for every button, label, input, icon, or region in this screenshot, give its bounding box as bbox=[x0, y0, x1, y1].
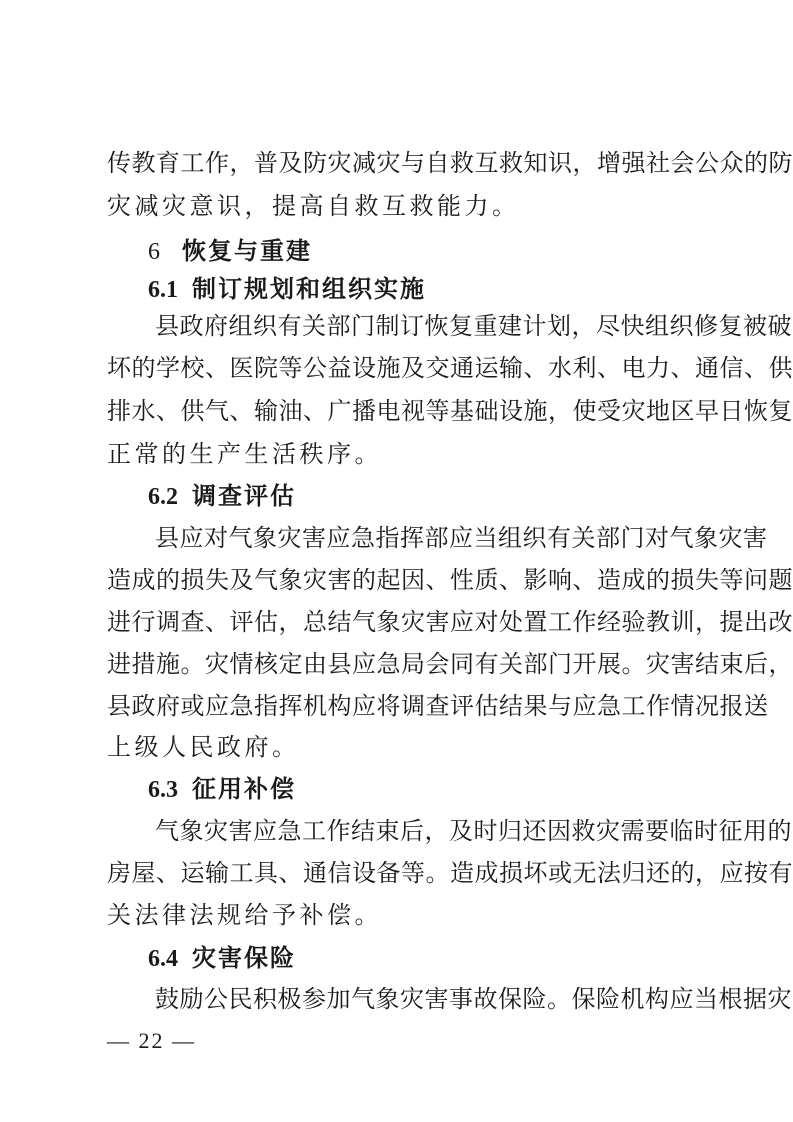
subsection-heading-6-3 bbox=[148, 774, 296, 804]
paragraph-line: 鼓励公民积极参加气象灾害事故保险。保险机构应当根据灾 bbox=[155, 985, 792, 1013]
paragraph-line: 上级人民政府。 bbox=[107, 733, 300, 761]
section-heading-6 bbox=[148, 236, 312, 266]
heading-number: 6.3 bbox=[148, 777, 178, 803]
heading-number: 6 bbox=[148, 239, 160, 265]
paragraph-line: 县应对气象灾害应急指挥部应当组织有关部门对气象灾害 bbox=[155, 524, 768, 552]
paragraph-line: 县政府或应急指挥机构应将调查评估结果与应急工作情况报送 bbox=[107, 692, 769, 720]
paragraph-line: 气象灾害应急工作结束后，及时归还因救灾需要临时征用的 bbox=[155, 817, 792, 845]
paragraph-line: 坏的学校、医院等公益设施及交通运输、水利、电力、通信、供 bbox=[107, 354, 793, 382]
paragraph-line: 关法律法规给予补偿。 bbox=[107, 901, 382, 929]
paragraph-line: 进行调查、评估，总结气象灾害应对处置工作经验教训，提出改 bbox=[107, 608, 793, 636]
heading-title: 灾害保险 bbox=[192, 944, 296, 972]
heading-title: 制订规划和组织实施 bbox=[192, 275, 426, 303]
paragraph-line: 灾减灾意识，提高自救互救能力。 bbox=[107, 192, 520, 220]
page-number: — 22 — bbox=[107, 1028, 196, 1053]
heading-number: 6.1 bbox=[148, 277, 178, 303]
subsection-heading-6-4 bbox=[148, 943, 296, 973]
paragraph-line: 房屋、运输工具、通信设备等。造成损坏或无法归还的，应按有 bbox=[107, 859, 793, 887]
subsection-heading-6-2 bbox=[148, 481, 296, 511]
paragraph-line: 正常的生产生活秩序。 bbox=[107, 440, 382, 468]
paragraph-line: 传教育工作，普及防灾减灾与自救互救知识，增强社会公众的防 bbox=[107, 149, 793, 177]
subsection-heading-6-1 bbox=[148, 274, 426, 304]
heading-title: 调查评估 bbox=[192, 482, 296, 510]
heading-title: 恢复与重建 bbox=[182, 237, 312, 265]
paragraph-line: 造成的损失及气象灾害的起因、性质、影响、造成的损失等问题 bbox=[107, 566, 793, 594]
paragraph-line: 进措施。灾情核定由县应急局会同有关部门开展。灾害结束后， bbox=[107, 650, 793, 678]
heading-number: 6.4 bbox=[148, 946, 178, 972]
paragraph-line: 排水、供气、输油、广播电视等基础设施，使受灾地区早日恢复 bbox=[107, 397, 793, 425]
heading-number: 6.2 bbox=[148, 484, 178, 510]
paragraph-line: 县政府组织有关部门制订恢复重建计划，尽快组织修复被破 bbox=[155, 312, 792, 340]
heading-title: 征用补偿 bbox=[192, 775, 296, 803]
